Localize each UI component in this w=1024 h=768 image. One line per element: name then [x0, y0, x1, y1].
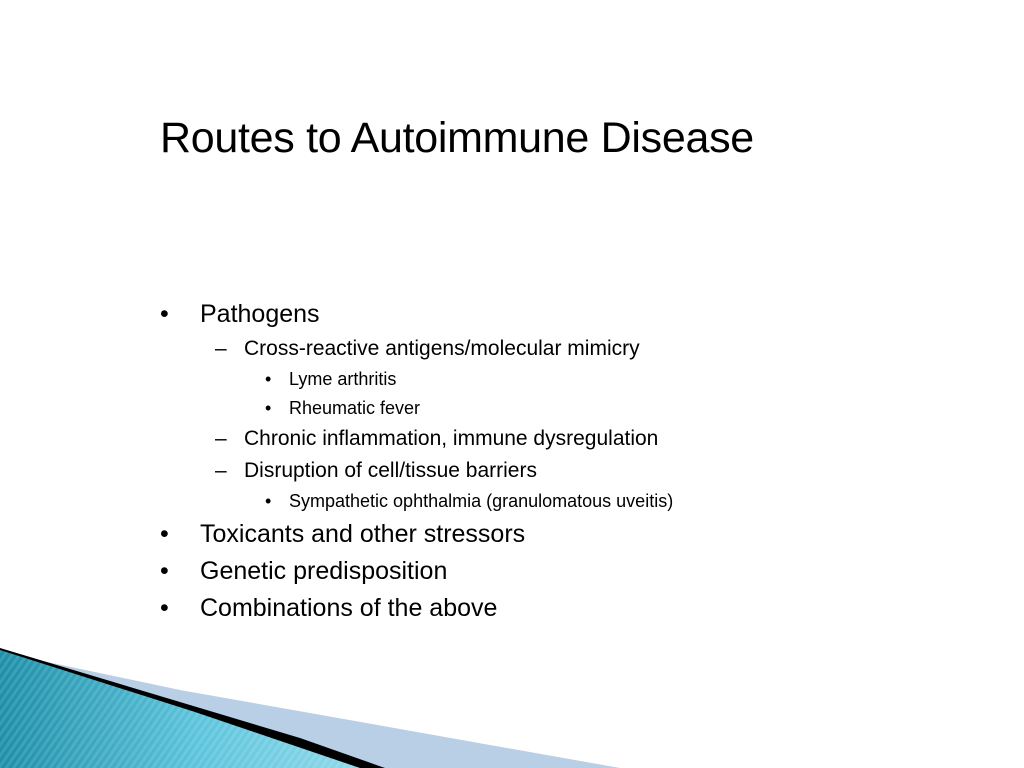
bullet-pathogens — [160, 296, 960, 333]
dash-marker: – — [215, 459, 227, 482]
bullet-marker: • — [160, 300, 169, 328]
bullet-text: Cross-reactive antigens/molecular mimicry — [244, 337, 640, 360]
sub-sub-bullet-rheumatic — [160, 394, 960, 423]
bullet-text: Pathogens — [200, 300, 320, 328]
bullet-text: Disruption of cell/tissue barriers — [244, 459, 537, 482]
bullet-marker: • — [160, 557, 169, 585]
bullet-text: Combinations of the above — [200, 594, 498, 622]
sub-sub-bullet-lyme — [160, 365, 960, 394]
pale-blue-swoosh — [0, 652, 620, 768]
bullet-text: Sympathetic ophthalmia (granulomatous uveitis) — [289, 491, 674, 511]
sub-bullet-cross-reactive — [160, 333, 960, 365]
black-swoosh — [0, 648, 385, 768]
bullet-marker: • — [265, 491, 272, 511]
bullet-text: Lyme arthritis — [289, 369, 397, 389]
bullet-text: Rheumatic fever — [289, 398, 421, 418]
slide-title: Routes to Autoimmune Disease — [160, 114, 754, 162]
dash-marker: – — [215, 427, 227, 450]
bullet-text: Toxicants and other stressors — [200, 520, 526, 548]
dash-marker: – — [215, 337, 227, 360]
teal-swoosh-stripes — [0, 650, 360, 768]
bullet-toxicants — [160, 516, 960, 553]
teal-swoosh — [0, 650, 360, 768]
bullet-genetic — [160, 553, 960, 590]
bullet-marker: • — [265, 369, 272, 389]
bullet-text: Chronic inflammation, immune dysregulation — [244, 427, 659, 450]
sub-bullet-disruption — [160, 455, 960, 487]
bullet-list — [160, 296, 960, 627]
sub-sub-bullet-sympathetic — [160, 487, 960, 516]
bullet-text: Genetic predisposition — [200, 557, 448, 585]
bullet-marker: • — [160, 594, 169, 622]
bullet-marker: • — [265, 398, 272, 418]
sub-bullet-chronic-inflammation — [160, 423, 960, 455]
bullet-combinations — [160, 590, 960, 627]
bullet-marker: • — [160, 520, 169, 548]
